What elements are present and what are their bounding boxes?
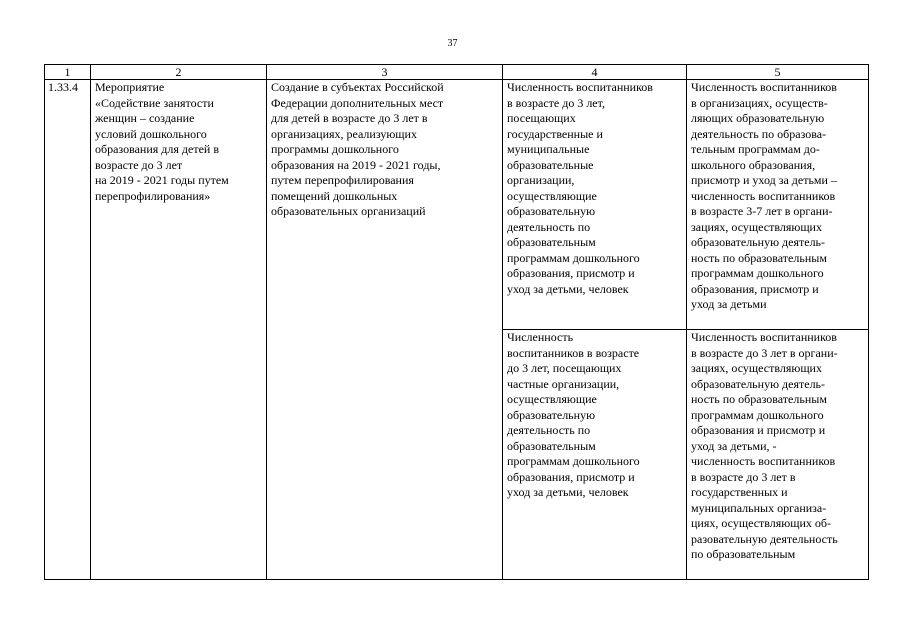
text-line: воспитанников в возрасте — [507, 345, 640, 360]
text-line: школьного образования, — [691, 157, 816, 172]
text-line: Численность воспитанников — [691, 80, 837, 94]
text-line: Мероприятие — [95, 80, 165, 94]
indicator-bottom-text — [507, 330, 686, 501]
text-line: циях, осуществляющих об- — [691, 516, 832, 530]
page-number: 37 — [447, 38, 458, 49]
text-line: посещающих — [507, 111, 576, 125]
text-line: ность по образовательным — [691, 250, 827, 265]
text-line: государственных и — [691, 485, 788, 499]
text-line: Численность воспитанников — [691, 330, 837, 344]
text-line: деятельность по образова- — [691, 126, 827, 141]
text-line: образовательную — [507, 204, 596, 218]
method-top-text — [691, 80, 868, 313]
column-header-4: 4 — [503, 65, 687, 80]
text-line: Численность воспитанников — [507, 80, 653, 94]
text-line: образовательным — [507, 235, 596, 249]
column-header-1: 1 — [45, 65, 91, 80]
text-line: тельным программам до- — [691, 142, 820, 156]
indicator-cell-top — [503, 80, 687, 330]
description-text — [271, 80, 502, 220]
text-line: в возрасте 3-7 лет в органи- — [691, 204, 833, 218]
event-text — [95, 80, 266, 204]
text-line: частные организации, — [507, 376, 620, 391]
table-row — [45, 80, 869, 330]
text-line: образовательную деятель- — [691, 376, 826, 391]
text-line: образования для детей в — [95, 142, 220, 156]
text-line: до 3 лет, посещающих — [507, 361, 622, 375]
text-line: путем перепрофилирования — [271, 173, 414, 187]
text-line: Создание в субъектах Российской — [271, 80, 444, 94]
text-line: численность воспитанников — [691, 454, 836, 468]
method-cell-bottom — [687, 330, 869, 580]
text-line: программам дошкольного — [507, 250, 640, 265]
text-line: муниципальные — [507, 142, 590, 156]
row-number-cell — [45, 80, 91, 580]
text-line: деятельность по — [507, 219, 591, 234]
text-line: уход за детьми — [691, 297, 767, 311]
text-line: условий дошкольного — [95, 126, 207, 141]
text-line: осуществляющие — [507, 392, 597, 406]
text-line: возрасте до 3 лет — [95, 157, 183, 172]
text-line: муниципальных организа- — [691, 500, 827, 515]
text-line: организации, — [507, 173, 575, 187]
text-line: образовательную деятель- — [691, 235, 826, 249]
measures-table — [44, 64, 869, 580]
text-line: ность по образовательным — [691, 392, 827, 406]
text-line: разовательную деятельность — [691, 531, 838, 546]
column-header-3: 3 — [267, 65, 503, 80]
text-line: «Содействие занятости — [95, 95, 214, 110]
column-header-5: 5 — [687, 65, 869, 80]
indicator-cell-bottom — [503, 330, 687, 580]
text-line: осуществляющие — [507, 188, 597, 203]
text-line: государственные и — [507, 126, 603, 141]
text-line: для детей в возрасте до 3 лет в — [271, 111, 428, 125]
text-line: организациях, реализующих — [271, 126, 417, 141]
text-line: образования, присмотр и — [691, 281, 819, 296]
text-line: перепрофилирования» — [95, 188, 211, 203]
text-line: образования и присмотр и — [691, 423, 826, 437]
text-line: образования на 2019 - 2021 годы, — [271, 157, 441, 172]
text-line: образовательную — [507, 407, 596, 422]
text-line: численность воспитанников — [691, 188, 836, 203]
indicator-top-text — [507, 80, 686, 297]
text-line: уход за детьми, человек — [507, 485, 629, 499]
text-line: зациях, осуществляющих — [691, 219, 822, 234]
text-line: уход за детьми, человек — [507, 281, 629, 296]
text-line: по образовательным — [691, 547, 796, 561]
text-line: в возрасте до 3 лет в органи- — [691, 345, 838, 360]
description-cell — [267, 80, 503, 580]
text-line: женщин – создание — [95, 111, 195, 125]
method-bottom-text — [691, 330, 868, 563]
text-line: присмотр и уход за детьми – — [691, 173, 837, 187]
header-row — [45, 65, 869, 80]
text-line: зациях, осуществляющих — [691, 361, 822, 375]
event-cell — [91, 80, 267, 580]
text-line: образования, присмотр и — [507, 469, 635, 484]
text-line: образовательные — [507, 157, 594, 172]
text-line: уход за детьми, - — [691, 438, 777, 453]
method-cell-top — [687, 80, 869, 330]
text-line: ляющих образовательную — [691, 111, 825, 125]
text-line: программы дошкольного — [271, 142, 399, 156]
text-line: на 2019 - 2021 годы путем — [95, 173, 229, 187]
text-line: программам дошкольного — [691, 266, 824, 280]
text-line: в организациях, осуществ- — [691, 95, 828, 110]
column-header-2: 2 — [91, 65, 267, 80]
text-line: помещений дошкольных — [271, 188, 398, 203]
text-line: образовательным — [507, 438, 596, 453]
text-line: образования, присмотр и — [507, 266, 635, 280]
text-line: программам дошкольного — [691, 407, 824, 422]
row-number: 1.33.4 — [48, 80, 78, 94]
text-line: Федерации дополнительных мест — [271, 95, 444, 110]
text-line: деятельность по — [507, 423, 591, 437]
text-line: Численность — [507, 330, 574, 344]
text-line: образовательных организаций — [271, 204, 426, 218]
text-line: в возрасте до 3 лет в — [691, 469, 796, 484]
text-line: в возрасте до 3 лет, — [507, 95, 605, 110]
text-line: программам дошкольного — [507, 454, 640, 468]
